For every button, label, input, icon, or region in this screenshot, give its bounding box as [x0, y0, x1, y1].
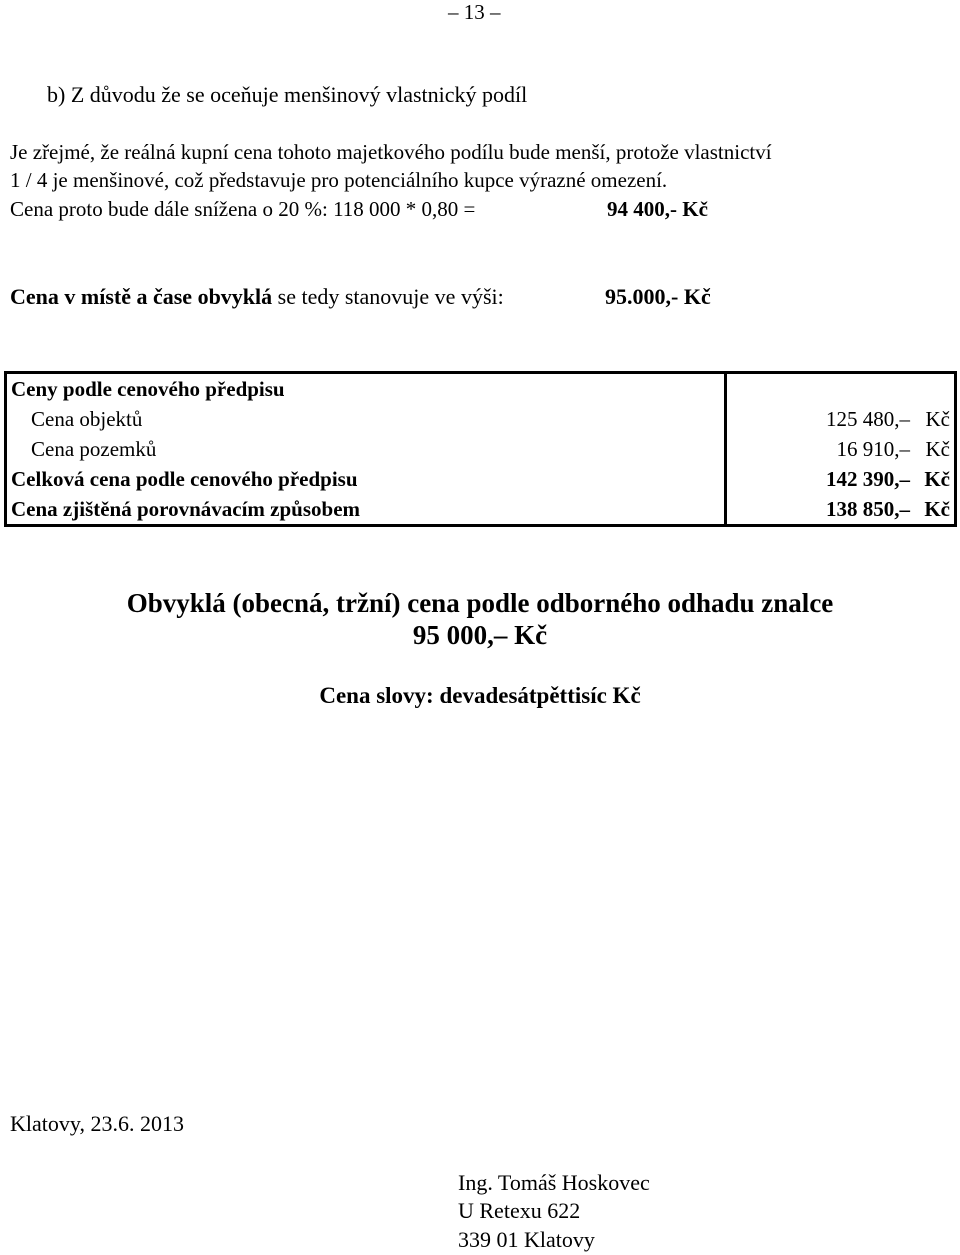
final-price-value: 95 000,– Kč	[412, 620, 548, 650]
signature-city: 339 01 Klatovy	[458, 1227, 595, 1252]
table-values-cell	[726, 373, 956, 526]
usual-price-text: se tedy stanovuje ve výši:	[272, 284, 504, 309]
table-row-value	[727, 434, 950, 464]
reduced-price: 94 400,- Kč	[607, 197, 708, 221]
table-row-label: Cena pozemků	[31, 437, 157, 461]
table-row-label: Cena objektů	[31, 407, 143, 431]
final-price-in-words: Cena slovy: devadesátpěttisíc Kč	[319, 683, 641, 708]
table-row-value	[727, 404, 950, 434]
paragraph-line-2: 1 / 4 je menšinové, což představuje pro potenciálního kupce výrazné omezení.	[10, 168, 668, 192]
value-amount: 142 390,–	[826, 467, 910, 491]
value-currency: Kč	[924, 467, 950, 491]
table-row-value	[727, 464, 950, 494]
usual-price-value: 95.000,- Kč	[605, 284, 711, 309]
table-header: Ceny podle cenového předpisu	[11, 377, 285, 401]
signature-street: U Retexu 622	[458, 1198, 581, 1223]
paragraph-line-1: Je zřejmé, že reálná kupní cena tohoto majetkového podílu bude menší, protože vlastnictví	[10, 140, 772, 164]
value-amount: 125 480,–	[826, 407, 910, 431]
page-number: – 13 –	[448, 0, 501, 24]
table-header-spacer	[727, 374, 950, 404]
table-row-label: Celková cena podle cenového předpisu	[11, 467, 358, 491]
value-currency: Kč	[925, 437, 950, 461]
table-row-value	[727, 494, 950, 524]
section-heading: b) Z důvodu že se oceňuje menšinový vlastnický podíl	[47, 82, 528, 107]
price-summary-table	[4, 371, 957, 527]
value-amount: 16 910,–	[836, 437, 910, 461]
usual-price-statement	[10, 284, 711, 310]
table-labels-cell	[6, 373, 726, 526]
usual-price-label: Cena v místě a čase obvyklá	[10, 284, 273, 309]
place-and-date: Klatovy, 23.6. 2013	[10, 1111, 184, 1136]
value-currency: Kč	[925, 407, 950, 431]
value-amount: 138 850,–	[826, 497, 910, 521]
reduction-formula: Cena proto bude dále snížena o 20 %: 118 000 * 0,80 =	[10, 197, 476, 221]
final-price-title: Obvyklá (obecná, tržní) cena podle odborného odhadu znalce	[126, 588, 834, 618]
table-row-label: Cena zjištěná porovnávacím způsobem	[11, 497, 361, 521]
signature-name: Ing. Tomáš Hoskovec	[458, 1170, 650, 1195]
paragraph-line-3	[10, 197, 708, 222]
value-currency: Kč	[924, 497, 950, 521]
